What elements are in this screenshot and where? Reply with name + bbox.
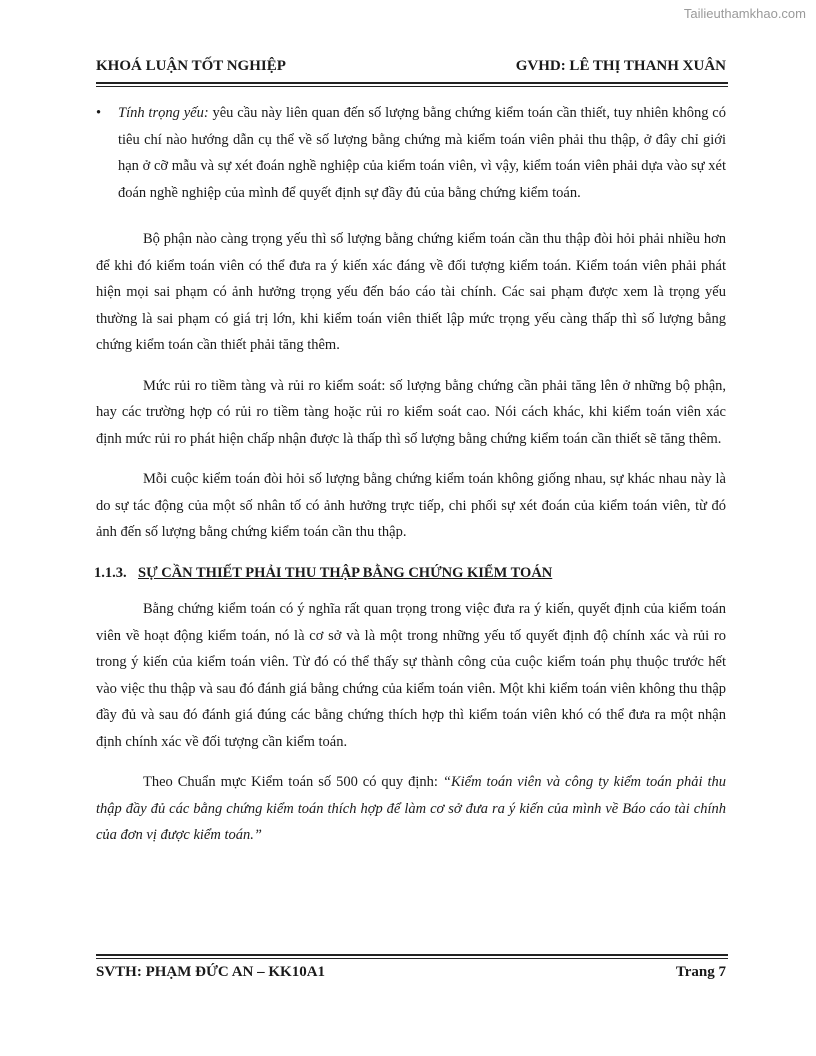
page-header	[96, 58, 726, 78]
section-title: SỰ CẦN THIẾT PHẢI THU THẬP BẰNG CHỨNG KIỂM TOÁN	[138, 564, 553, 581]
section-number: 1.1.3.	[94, 564, 127, 581]
bullet-text	[118, 100, 726, 206]
paragraph: Bằng chứng kiểm toán có ý nghĩa rất quan trọng trong việc đưa ra ý kiến, quyết định của kiểm toán viên về hoạt động kiểm toán, nó là cơ sở và là một trong những yếu tố quyết định độ chính xác và rủi ro trong ý kiến của kiểm toán viên. Từ đó có thể thấy sự thành công của cuộc kiểm toán phụ thuộc trước hết vào việc thu thập và sau đó đánh giá bằng chứng của kiểm toán viên. Một khi kiểm toán viên không thu thập đầy đủ và sau đó đánh giá đúng các bằng chứng thích hợp thì kiểm toán viên khó có thể đưa ra một nhận định chính xác về đối tượng cần kiểm toán.	[96, 601, 727, 750]
watermark: Tailieuthamkhao.com	[683, 6, 806, 21]
header-divider-thin	[96, 86, 728, 87]
section-heading	[94, 560, 726, 587]
footer-student-label: SVTH: PHẠM ĐỨC AN – KK10A1	[96, 964, 326, 980]
quote-paragraph	[96, 769, 726, 849]
header-divider	[96, 82, 728, 84]
bullet-marker: •	[96, 105, 102, 121]
header-advisor-label: GVHD: LÊ THỊ THANH XUÂN	[515, 58, 726, 74]
bullet-body: yêu cầu này liên quan đến số lượng bằng chứng kiểm toán cần thiết, tuy nhiên không có tiêu chí nào hướng dẫn cụ thể về số lượng bằng chứng mà kiểm toán viên phải thu thập, ở đây chỉ giới hạn ở cỡ mẫu và sự xét đoán nghề nghiệp của kiểm toán viên, vì vậy, kiểm toán viên phải dựa vào sự xét đoán nghề nghiệp của mình để quyết định sự đầy đủ của bằng chứng kiểm toán.	[118, 105, 726, 201]
quote-text: “Kiểm toán viên và công ty kiểm toán phải thu thập đầy đủ các bằng chứng kiểm toán thích hợp để làm cơ sở đưa ra ý kiến của mình về Báo cáo tài chính của đơn vị được kiểm toán.”	[96, 774, 726, 843]
paragraph: Mức rủi ro tiềm tàng và rủi ro kiểm soát: số lượng bằng chứng cần phải tăng lên ở những bộ phận, hay các trường hợp có rủi ro tiềm tàng hoặc rủi ro kiểm soát cao. Nói cách khác, khi kiểm toán viên xác định mức rủi ro phát hiện chấp nhận được là thấp thì số lượng bằng chứng kiểm toán cần thiết sẽ tăng thêm.	[96, 377, 726, 447]
footer-page-number: Trang 7	[675, 964, 726, 980]
paragraph: Bộ phận nào càng trọng yếu thì số lượng bằng chứng kiểm toán cần thu thập đòi hỏi phải nhiều hơn để khi đó kiểm toán viên có thể đưa ra ý kiến xác đáng về đối tượng kiểm toán. Kiểm toán viên phải phát hiện mọi sai phạm có ảnh hưởng trọng yếu đến báo cáo tài chính. Các sai phạm được xem là trọng yếu thường là sai phạm có giá trị lớn, khi kiểm toán viên thiết lập mức trọng yếu càng thấp thì số lượng bằng chứng kiểm toán cần thiết phải tăng thêm.	[96, 231, 726, 353]
quote-intro: Theo Chuẩn mực Kiểm toán số 500 có quy định:	[143, 774, 443, 790]
page-footer	[96, 964, 726, 984]
bullet-item-materiality	[96, 100, 726, 206]
header-thesis-label: KHOÁ LUẬN TỐT NGHIỆP	[96, 58, 286, 74]
footer-divider	[96, 954, 728, 956]
footer-divider-thin	[96, 958, 728, 959]
paragraph: Mỗi cuộc kiểm toán đòi hỏi số lượng bằng chứng kiểm toán không giống nhau, sự khác nhau này là do sự tác động của một số nhân tố có ảnh hưởng trực tiếp, chi phối sự xét đoán của kiểm toán viên, từ đó ảnh đến số lượng bằng chứng kiểm toán cần thu thập.	[96, 471, 726, 540]
page-body	[96, 100, 726, 863]
bullet-lead: Tính trọng yếu:	[118, 105, 209, 121]
